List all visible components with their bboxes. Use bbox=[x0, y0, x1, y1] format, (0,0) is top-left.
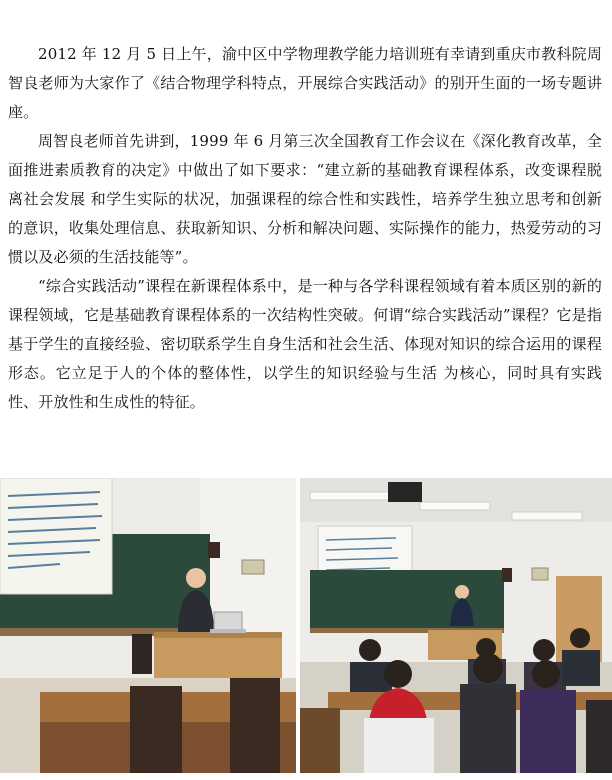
photo-strip bbox=[0, 478, 612, 773]
paragraph-definition: “综合实践活动”课程在新课程体系中，是一种与各学科课程领域有着本质区别的新的课程领域，它是基础教育课程体系的一次结构性突破。何谓“综合实践活动”课程？它是指基于学生的直接经验、密切联系学生自身生活和社会生活、体现对知识的综合运用的课程形态。它立足于人的个体的整体性，以学生的知识经验与生活 为核心，同时具有实践性、开放性和生成性的特征。 bbox=[8, 277, 602, 411]
lecture-photo-audience bbox=[300, 478, 612, 773]
article-body bbox=[0, 40, 612, 417]
lecture-photo-speaker bbox=[0, 478, 296, 773]
paragraph-policy: 周智良老师首先讲到，1999 年 6 月第三次全国教育工作会议在《深化教育改革，全面推进素质教育的决定》中做出了如下要求：“建立新的基础教育课程体系，改变课程脱离社会发展 和学生实际的状况，加强课程的综合性和实践性，培养学生独立思考和创新的意识，收集处理信息、获取新知识、分析和解决问题、实际操作的能力，热爱劳动的习 惯以及必须的生活技能等”。 bbox=[8, 132, 602, 266]
paragraph-intro: 2012 年 12 月 5 日上午，渝中区中学物理教学能力培训班有幸请到重庆市教科院周智良老师为大家作了《结合物理学科特点，开展综合实践活动》的别开生面的一场专题讲座。 bbox=[8, 45, 602, 121]
